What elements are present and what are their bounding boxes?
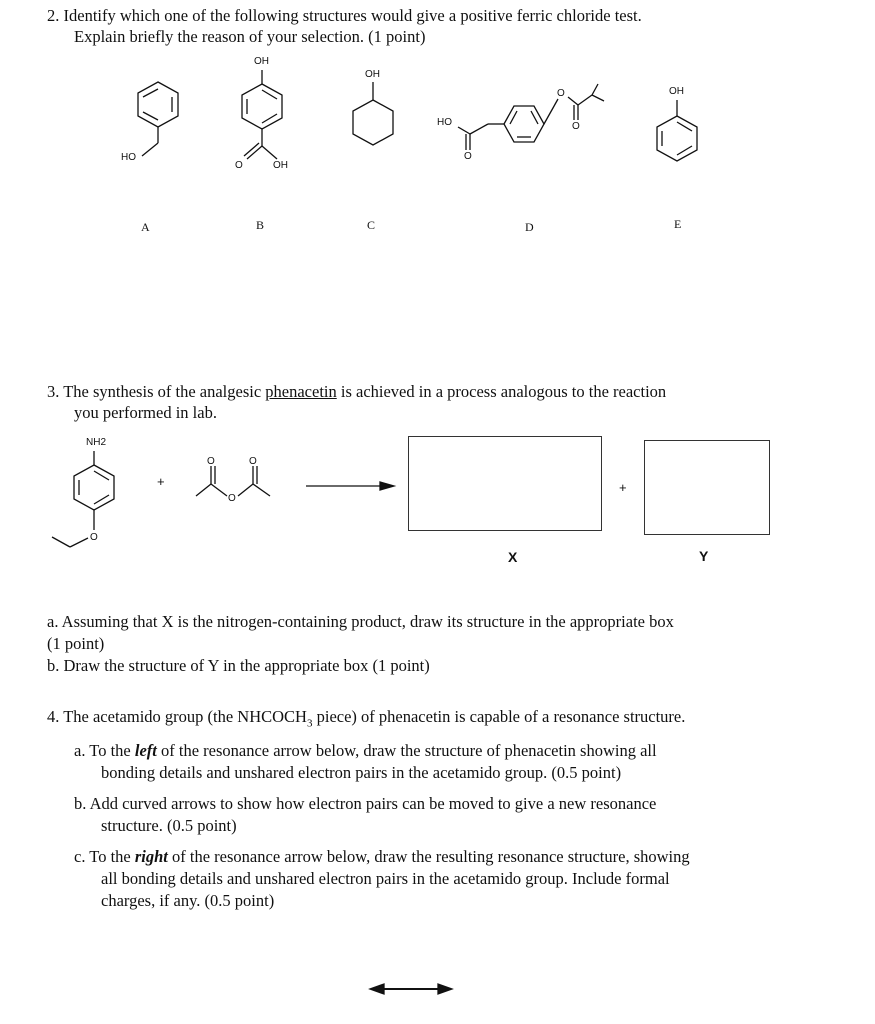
resonance-arrow: [370, 984, 452, 994]
q3-line2: you performed in lab.: [74, 403, 217, 422]
structure-c-oh: OH: [365, 69, 380, 80]
structure-b-oh-top: OH: [254, 56, 269, 67]
answer-box-y[interactable]: [644, 440, 770, 535]
q2-line1: 2. Identify which one of the following structures would give a positive ferric chloride test.: [47, 6, 642, 25]
label-c: C: [367, 218, 376, 232]
structure-b-oh: OH: [273, 160, 288, 171]
structure-d-o-ketone: O: [464, 151, 472, 162]
q4-part-c-line3: charges, if any. (0.5 point): [101, 891, 275, 910]
q4-part-a-line1: a. To the left of the resonance arrow below, draw the structure of phenacetin showing all: [74, 741, 657, 760]
q4-part-b-line1: b. Add curved arrows to show how electron pairs can be moved to give a new resonance: [74, 794, 657, 813]
q3-part-b: b. Draw the structure of Y in the appropriate box (1 point): [47, 656, 430, 675]
box-y-label: Y: [699, 548, 709, 564]
ether-o-label: O: [90, 532, 98, 543]
anhydride-o-left: O: [207, 456, 215, 467]
q3-part-a-line1: a. Assuming that X is the nitrogen-containing product, draw its structure in the appropriate box: [47, 612, 674, 631]
q3-part-a-line2: (1 point): [47, 634, 105, 653]
acetic-anhydride: [196, 466, 270, 496]
anhydride-o-right: O: [249, 456, 257, 467]
structure-a-ho: HO: [121, 152, 136, 163]
q4-part-c-line2: all bonding details and unshared electron pairs in the acetamido group. Include formal: [101, 869, 670, 888]
nh2-label: NH2: [86, 437, 107, 448]
structure-b-o: O: [235, 160, 243, 171]
label-a: A: [141, 220, 150, 234]
label-b: B: [256, 218, 265, 232]
plus-sign-reactants: +: [157, 474, 165, 489]
reaction-arrow: [306, 482, 394, 490]
plus-sign-products: +: [619, 480, 627, 495]
q4-line1: 4. The acetamido group (the $NHCOCH_3$ piece) of phenacetin is capable of a resonance structure.: [47, 707, 686, 730]
label-d: D: [525, 220, 534, 234]
q4-part-b-line2: structure. (0.5 point): [101, 816, 237, 835]
label-e: E: [674, 217, 682, 231]
anhydride-o-bridge: O: [228, 493, 236, 504]
structure-d-ho: HO: [437, 117, 452, 128]
phenacetin-term: phenacetin: [265, 382, 337, 401]
structure-e-oh: OH: [669, 86, 684, 97]
structure-d-o-carbonyl: O: [572, 121, 580, 132]
structure-d-o-ester: O: [557, 88, 565, 99]
answer-box-x[interactable]: [408, 436, 602, 531]
q4-part-a-line2: bonding details and unshared electron pairs in the acetamido group. (0.5 point): [101, 763, 622, 782]
q3-line1: 3. The synthesis of the analgesic phenacetin is achieved in a process analogous to the reaction: [47, 382, 667, 401]
box-x-label: X: [508, 549, 518, 565]
p-ethoxyaniline: [52, 451, 114, 547]
q2-line2: Explain briefly the reason of your selection. (1 point): [74, 27, 426, 46]
q4-part-c-line1: c. To the right of the resonance arrow below, draw the resulting resonance structure, showing: [74, 847, 690, 866]
